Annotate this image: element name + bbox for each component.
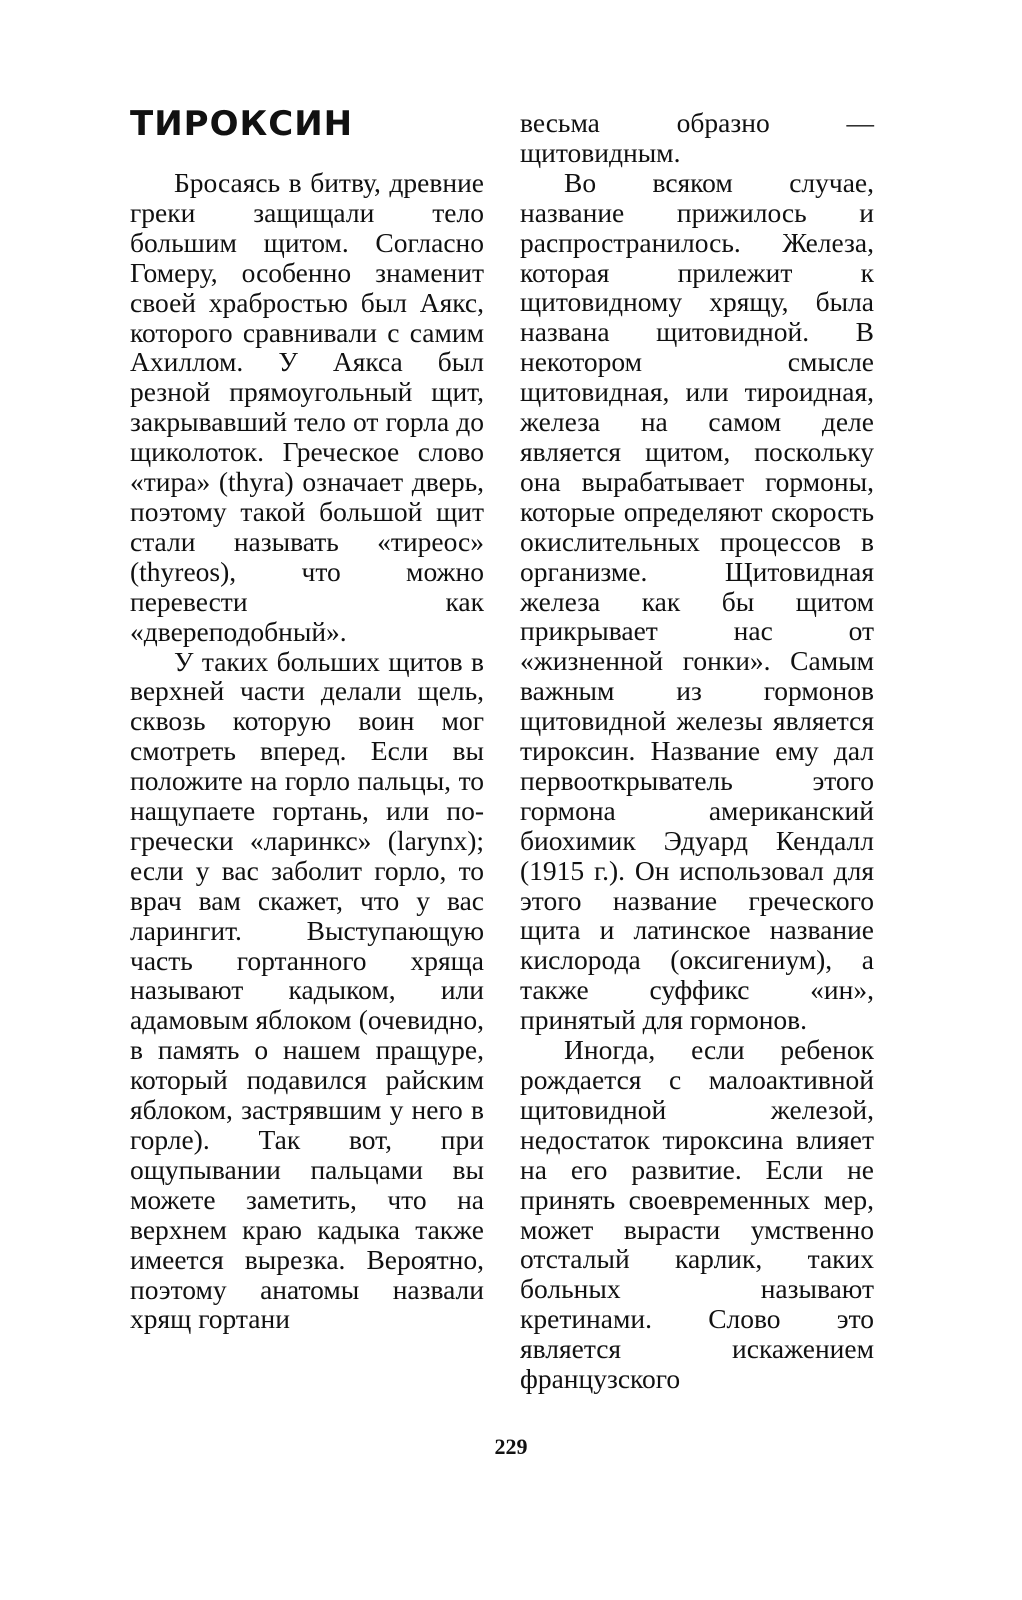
right-column [520,108,874,1394]
paragraph: Бросаясь в битву, древние греки защищали тело большим щитом. Согласно Гомеру, особенно знаменит своей храбростью был Аякс, которого сравнивали с самим Ахиллом. У Аякса был резной прямоугольный щит, закрывавший тело от горла до щиколоток. Греческое слово «тира» (thyra) означает дверь, поэтому такой большой щит стали называть «тиреос» (thyreos), что можно перевести как «двереподобный». [130,167,484,647]
left-column [130,168,484,1334]
paragraph: Иногда, если ребенок рождается с малоактивной щитовидной железой, недостаток тироксина влияет на его развитие. Если не принять своевременных мер, может вырасти умственно отсталый карлик, таких больных называют кретинами. Слово это является искажением французского [520,1034,874,1395]
article-heading: ТИРОКСИН [130,104,354,144]
paragraph: У таких больших щитов в верхней части делали щель, сквозь которую воин мог смотреть вперед. Если вы положите на горло пальцы, то нащупаете гортань, или по-гречески «ларинкс» (larynx); если у вас заболит горло, то врач вам скажет, что у вас ларингит. Выступающую часть гортанного хряща называют кадыком, или адамовым яблоком (очевидно, в память о нашем пращуре, который подавился райским яблоком, застрявшим у него в горле). Так вот, при ощупывании пальцами вы можете заметить, что на верхнем краю кадыка также имеется вырезка. Вероятно, поэтому анатомы назвали хрящ гортани [130,645,484,1335]
paragraph: Во всяком случае, название прижилось и распространилось. Железа, которая прилежит к щитовидному хрящу, была названа щитовидной. В некотором смысле щитовидная, или тироидная, железа на самом деле является щитом, поскольку она вырабатывает гормоны, которые определяют скорость окислительных процессов в организме. Щитовидная железа как бы щитом прикрывает нас от «жизненной гонки». Самым важным из гормонов щитовидной железы является тироксин. Название ему дал первооткрыватель этого гормона американский биохимик Эдуард Кендалл (1915 г.). Он использовал для этого название греческого щита и латинское название кислорода (оксигениум), а также суффикс «ин», принятый для гормонов. [520,166,874,1036]
paragraph: весьма образно — щитовидным. [520,107,874,168]
page-number: 229 [494,1434,528,1459]
